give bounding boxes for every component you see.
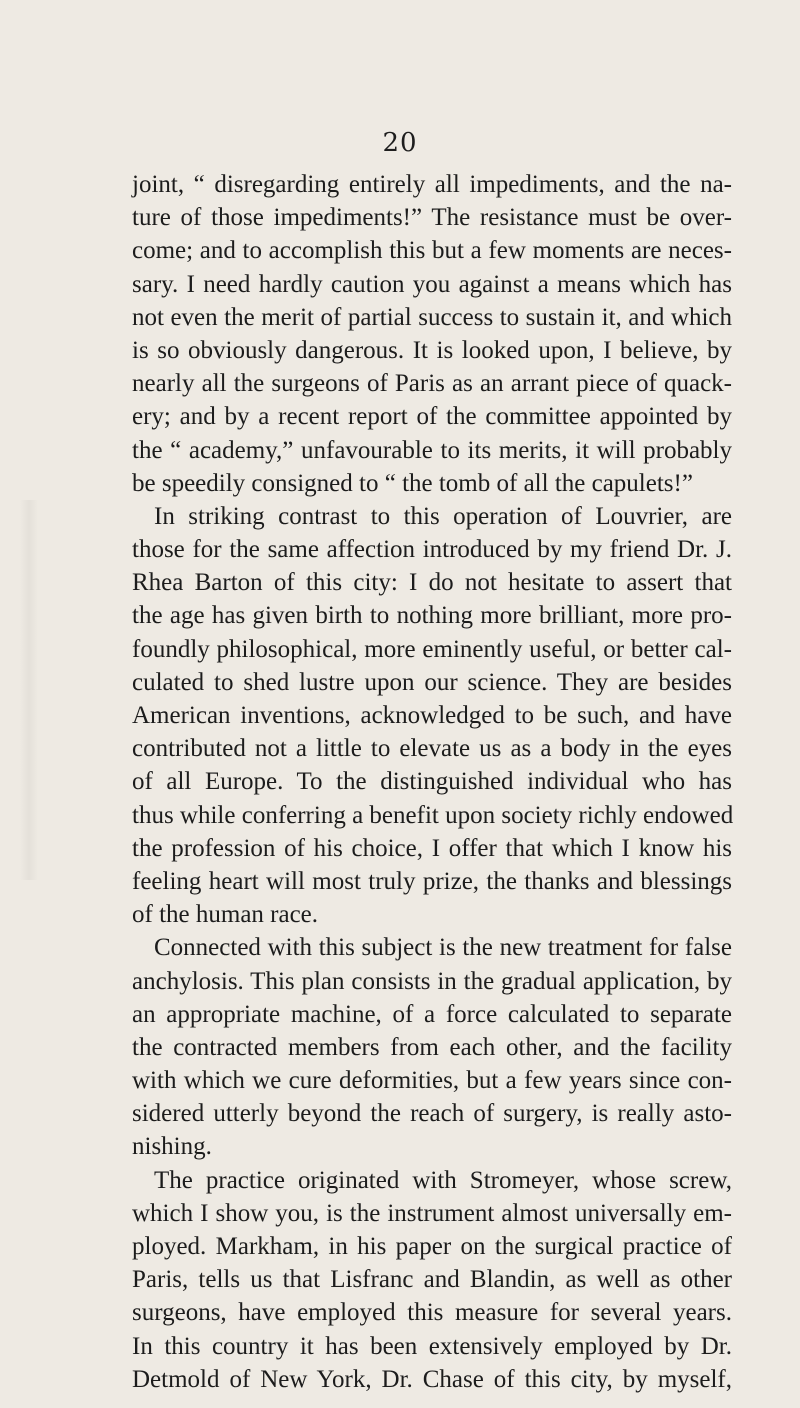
text-line: anchylosis. This plan consists in the gradual application, by (132, 967, 732, 995)
text-line: the age has given birth to nothing more brilliant, more pro- (132, 602, 732, 630)
text-line: the profession of his choice, I offer that which I know his (132, 834, 732, 862)
text-line: culated to shed lustre upon our science. They are besides (132, 668, 732, 696)
text-line: is so obviously dangerous. It is looked upon, I believe, by (132, 336, 732, 364)
text-line: those for the same affection introduced by my friend Dr. J. (132, 536, 732, 564)
text-line: of all Europe. To the distinguished individual who has (132, 768, 732, 796)
text-line: Detmold of New York, Dr. Chase of this city, by myself, (132, 1365, 732, 1393)
text-line: thus while conferring a benefit upon society richly endowed (132, 801, 734, 829)
text-line: ery; and by a recent report of the committee appointed by (132, 403, 732, 431)
body-text (132, 168, 732, 1396)
text-line: The practice originated with Stromeyer, whose screw, (154, 1166, 732, 1194)
text-line: ture of those impediments!” The resistance must be over- (132, 204, 732, 232)
text-line: ployed. Markham, in his paper on the surgical practice of (132, 1233, 732, 1260)
text-line: be speedily consigned to “ the tomb of all the capulets!” (132, 469, 693, 497)
text-line: which I show you, is the instrument almost universally em- (132, 1199, 732, 1227)
text-line: Rhea Barton of this city: I do not hesitate to assert that (132, 569, 732, 597)
text-line: nearly all the surgeons of Paris as an arrant piece of quack- (132, 370, 732, 398)
text-line: In striking contrast to this operation of Louvrier, are (154, 502, 732, 530)
text-line: of the human race. (132, 901, 319, 929)
page-number: 20 (382, 128, 418, 158)
scan-shadow (20, 500, 38, 880)
text-line: an appropriate machine, of a force calculated to separate (132, 1000, 732, 1028)
text-line: Paris, tells us that Lisfranc and Blandin, as well as other (132, 1266, 732, 1294)
text-line: the “ academy,” unfavourable to its merits, it will probably (132, 436, 732, 464)
text-line: In this country it has been extensively employed by Dr. (132, 1332, 732, 1360)
text-line: American inventions, acknowledged to be such, and have (132, 702, 732, 729)
text-line: joint, “ disregarding entirely all impediments, and the na- (132, 171, 732, 198)
text-line: with which we cure deformities, but a few years since con- (132, 1067, 732, 1095)
text-line: not even the merit of partial success to sustain it, and which (132, 303, 732, 331)
text-line: nishing. (132, 1133, 212, 1161)
text-line: foundly philosophical, more eminently useful, or better cal- (132, 635, 732, 663)
text-line: feeling heart will most truly prize, the thanks and blessings (132, 867, 732, 895)
text-line: the contracted members from each other, and the facility (132, 1033, 732, 1061)
text-line: come; and to accomplish this but a few moments are neces- (132, 237, 732, 265)
text-line: sary. I need hardly caution you against a means which has (132, 270, 732, 298)
text-line: Connected with this subject is the new treatment for false (154, 934, 732, 962)
text-line: surgeons, have employed this measure for several years. (132, 1299, 732, 1327)
text-line: sidered utterly beyond the reach of surgery, is really asto- (132, 1100, 732, 1128)
text-line: contributed not a little to elevate us as a body in the eyes (132, 735, 732, 763)
